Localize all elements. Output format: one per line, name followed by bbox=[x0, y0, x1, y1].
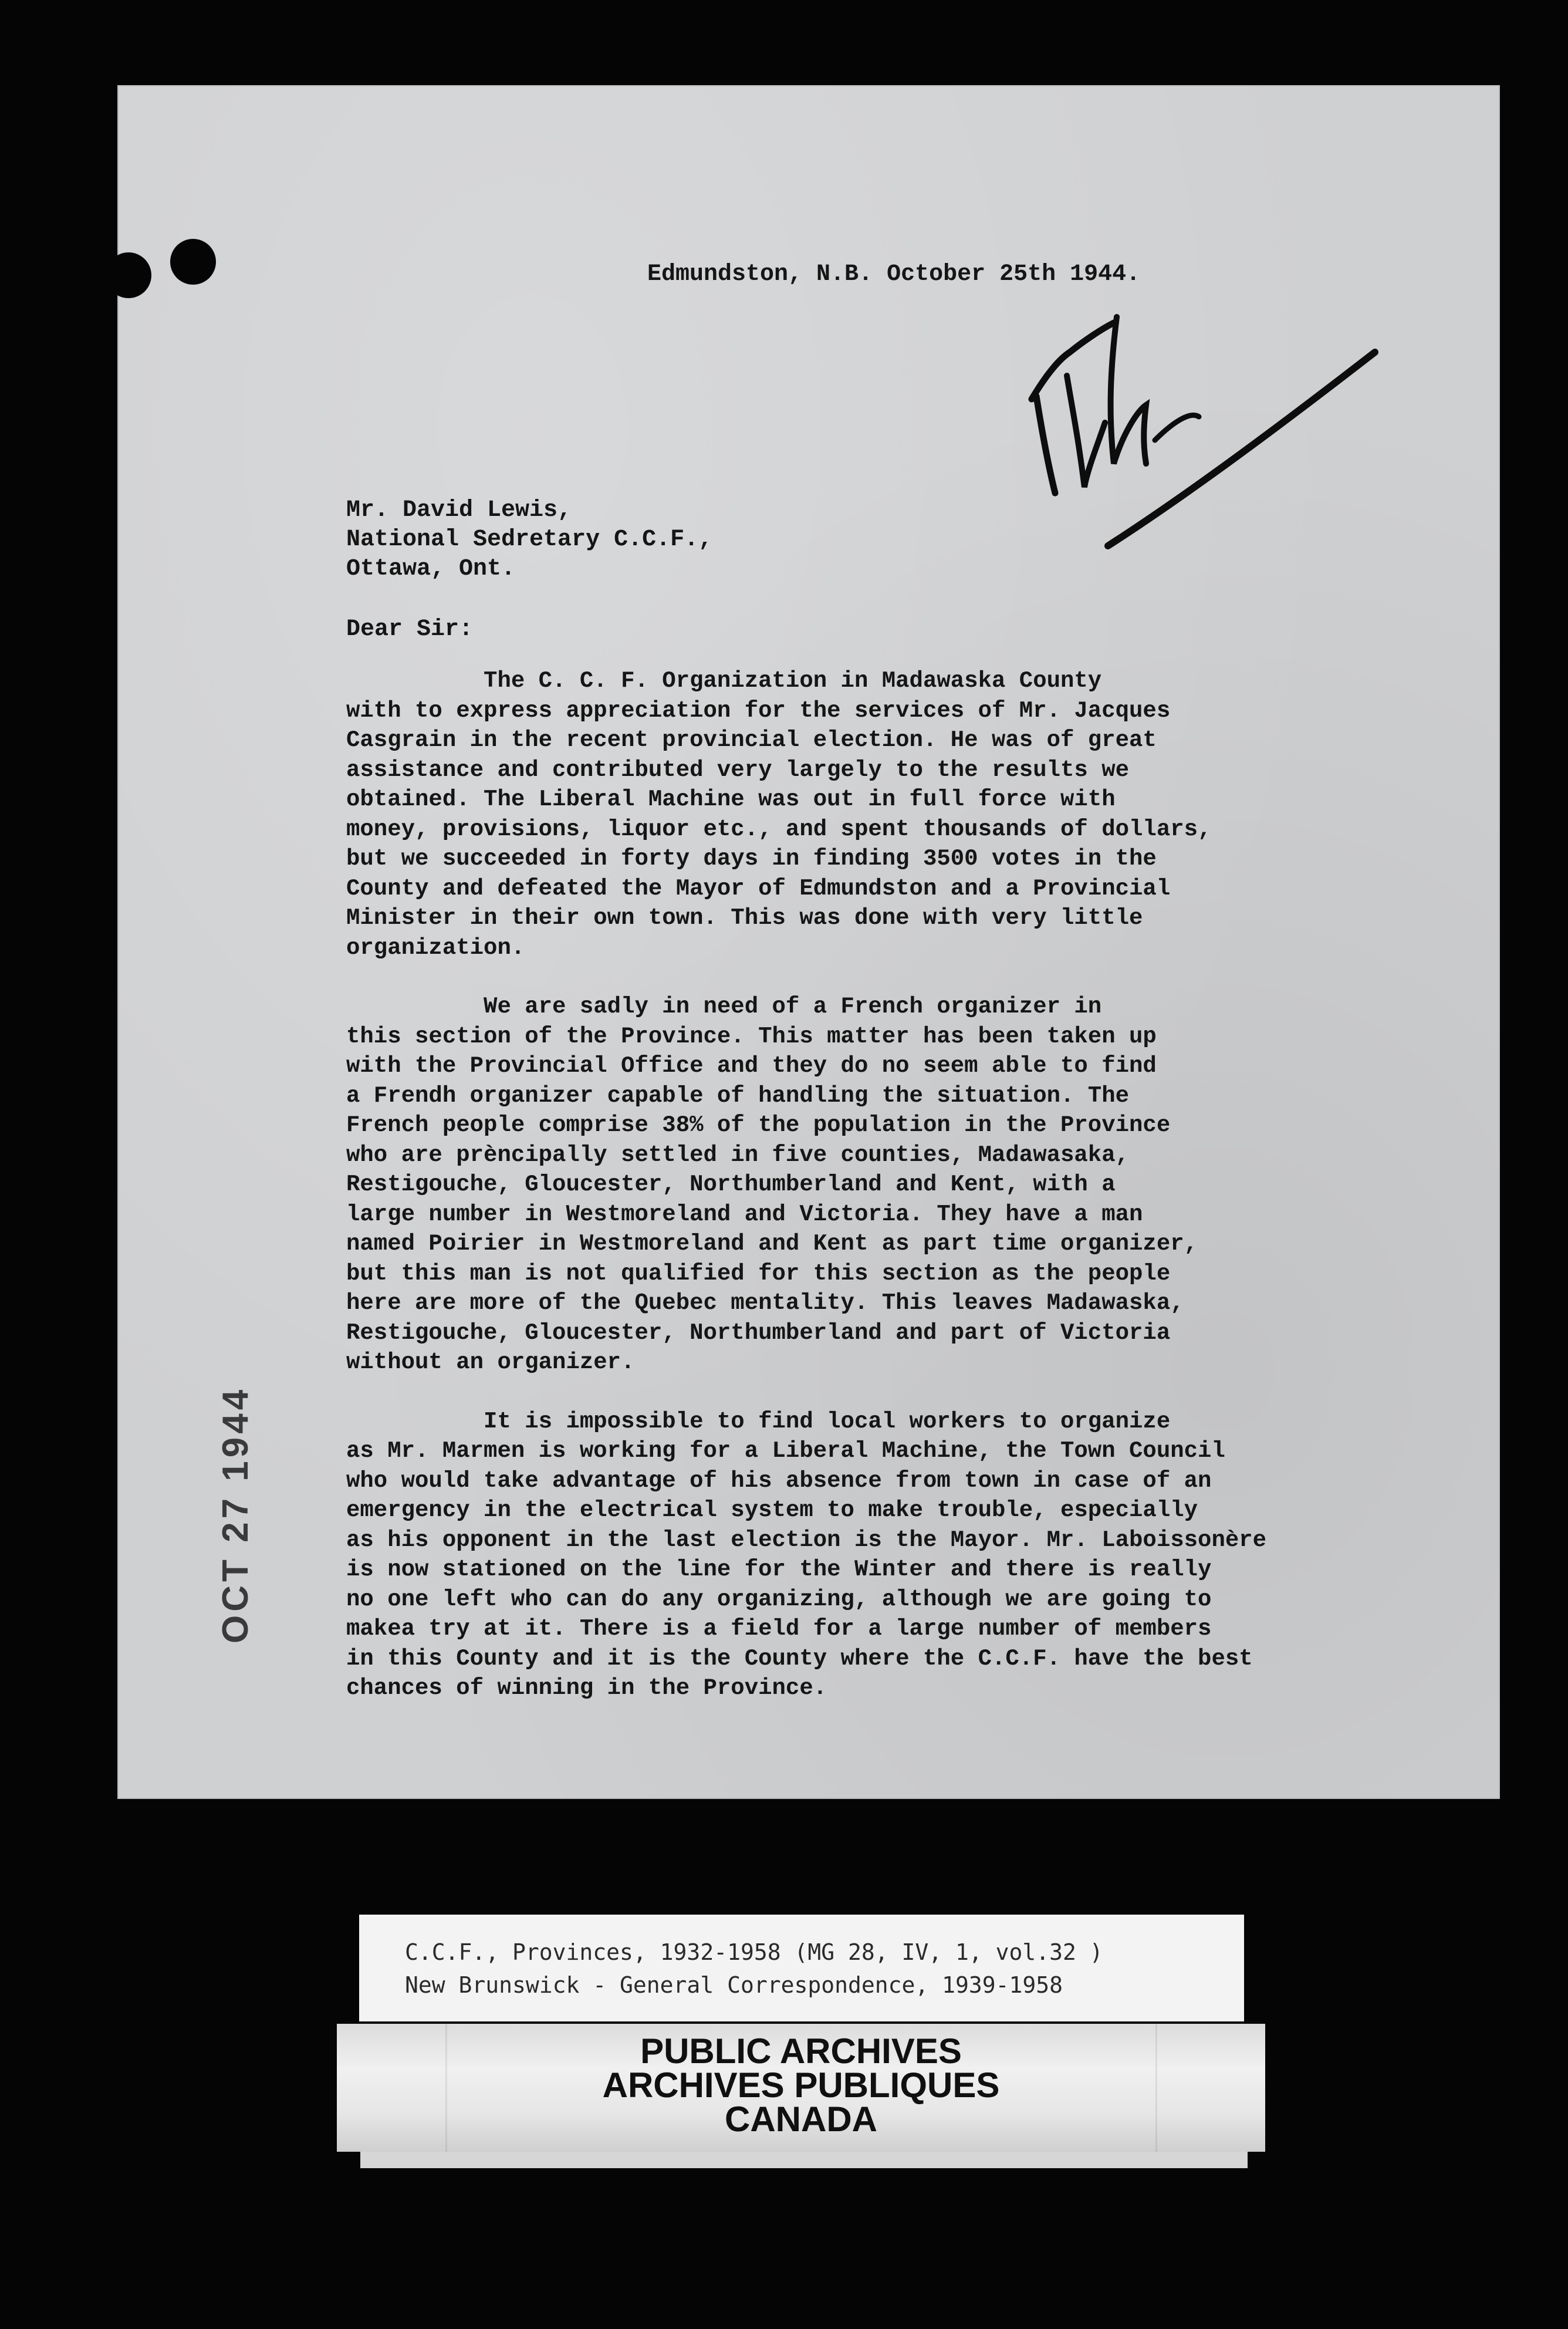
paragraph bbox=[346, 666, 1461, 963]
body-line: without an organizer. bbox=[346, 1349, 635, 1375]
body-line: assistance and contributed very largely to the results we bbox=[346, 757, 1130, 783]
body-line: who would take advantage of his absence from town in case of an bbox=[346, 1467, 1212, 1494]
body-line: is now stationed on the line for the Winter and there is really bbox=[346, 1557, 1212, 1582]
body-line: but this man is not qualified for this section as the people bbox=[346, 1260, 1171, 1287]
body-line: We are sadly in need of a French organizer in bbox=[346, 994, 1102, 1020]
body-line: Casgrain in the recent provincial election. He was of great bbox=[346, 727, 1157, 753]
archive-line: ARCHIVES PUBLIQUES bbox=[602, 2065, 1000, 2105]
band-lower-edge bbox=[360, 2152, 1248, 2168]
salutation: Dear Sir: bbox=[346, 616, 474, 643]
punch-hole bbox=[170, 239, 216, 285]
citation-line: C.C.F., Provinces, 1932-1958 (MG 28, IV, 1, vol.32 ) bbox=[405, 1939, 1103, 1965]
archive-institution-label bbox=[337, 2031, 1265, 2139]
body-line: obtained. The Liberal Machine was out in full force with bbox=[346, 787, 1116, 812]
body-line: a Frendh organizer capable of handling the situation. The bbox=[346, 1082, 1130, 1109]
body-line: County and defeated the Mayor of Edmundston and a Provincial bbox=[346, 875, 1171, 902]
citation-line: New Brunswick - General Correspondence, 1939-1958 bbox=[405, 1972, 1063, 1998]
paragraph bbox=[346, 992, 1461, 1378]
recipient-line: Ottawa, Ont. bbox=[346, 556, 516, 582]
body-line: organization. bbox=[346, 934, 525, 961]
body-line: French people comprise 38% of the population in the Province bbox=[346, 1112, 1171, 1138]
body-line: who are prèncipally settled in five counties, Madawasaka, bbox=[346, 1142, 1130, 1168]
body-line: as his opponent in the last election is the Mayor. Mr. Laboissonère bbox=[346, 1527, 1267, 1553]
body-line: large number in Westmoreland and Victoria. They have a man bbox=[346, 1201, 1143, 1227]
body-line: no one left who can do any organizing, although we are going to bbox=[346, 1586, 1212, 1612]
recipient-line: National Sedretary C.C.F., bbox=[346, 526, 713, 553]
letter-page bbox=[117, 85, 1500, 1799]
archive-band bbox=[337, 2024, 1265, 2152]
recipient-address bbox=[346, 496, 712, 584]
punch-hole bbox=[106, 252, 151, 298]
body-line: here are more of the Quebec mentality. This leaves Madawaska, bbox=[346, 1290, 1184, 1316]
body-line: with the Provincial Office and they do no seem able to find bbox=[346, 1053, 1157, 1079]
body-line: makea try at it. There is a field for a large number of members bbox=[346, 1616, 1212, 1642]
body-line: Restigouche, Gloucester, Northumberland and part of Victoria bbox=[346, 1319, 1171, 1346]
handwritten-signature bbox=[967, 293, 1425, 563]
body-line: money, provisions, liquor etc., and spent thousands of dollars, bbox=[346, 816, 1212, 842]
body-line: with to express appreciation for the services of Mr. Jacques bbox=[346, 697, 1171, 724]
body-line: this section of the Province. This matter has been taken up bbox=[346, 1023, 1157, 1049]
body-line: The C. C. F. Organization in Madawaska County bbox=[346, 668, 1102, 694]
body-line: named Poirier in Westmoreland and Kent as part time organizer, bbox=[346, 1231, 1198, 1257]
body-line: emergency in the electrical system to make trouble, especially bbox=[346, 1497, 1198, 1523]
archive-line: CANADA bbox=[725, 2100, 877, 2139]
letter-dateline: Edmundston, N.B. October 25th 1944. bbox=[647, 261, 1141, 288]
body-line: but we succeeded in forty days in finding 3500 votes in the bbox=[346, 846, 1157, 872]
letter-body bbox=[346, 666, 1461, 1733]
paragraph bbox=[346, 1407, 1461, 1703]
archival-citation-label bbox=[359, 1915, 1244, 2021]
received-date-stamp: OCT 27 1944 bbox=[215, 1386, 256, 1643]
body-line: in this County and it is the County where the C.C.F. have the best bbox=[346, 1645, 1253, 1672]
recipient-line: Mr. David Lewis, bbox=[346, 497, 572, 524]
body-line: It is impossible to find local workers to organize bbox=[346, 1408, 1171, 1434]
body-line: Minister in their own town. This was done with very little bbox=[346, 905, 1143, 931]
archive-line: PUBLIC ARCHIVES bbox=[640, 2031, 962, 2071]
body-line: Restigouche, Gloucester, Northumberland and Kent, with a bbox=[346, 1172, 1116, 1197]
body-line: as Mr. Marmen is working for a Liberal Machine, the Town Council bbox=[346, 1438, 1225, 1464]
body-line: chances of winning in the Province. bbox=[346, 1675, 827, 1701]
